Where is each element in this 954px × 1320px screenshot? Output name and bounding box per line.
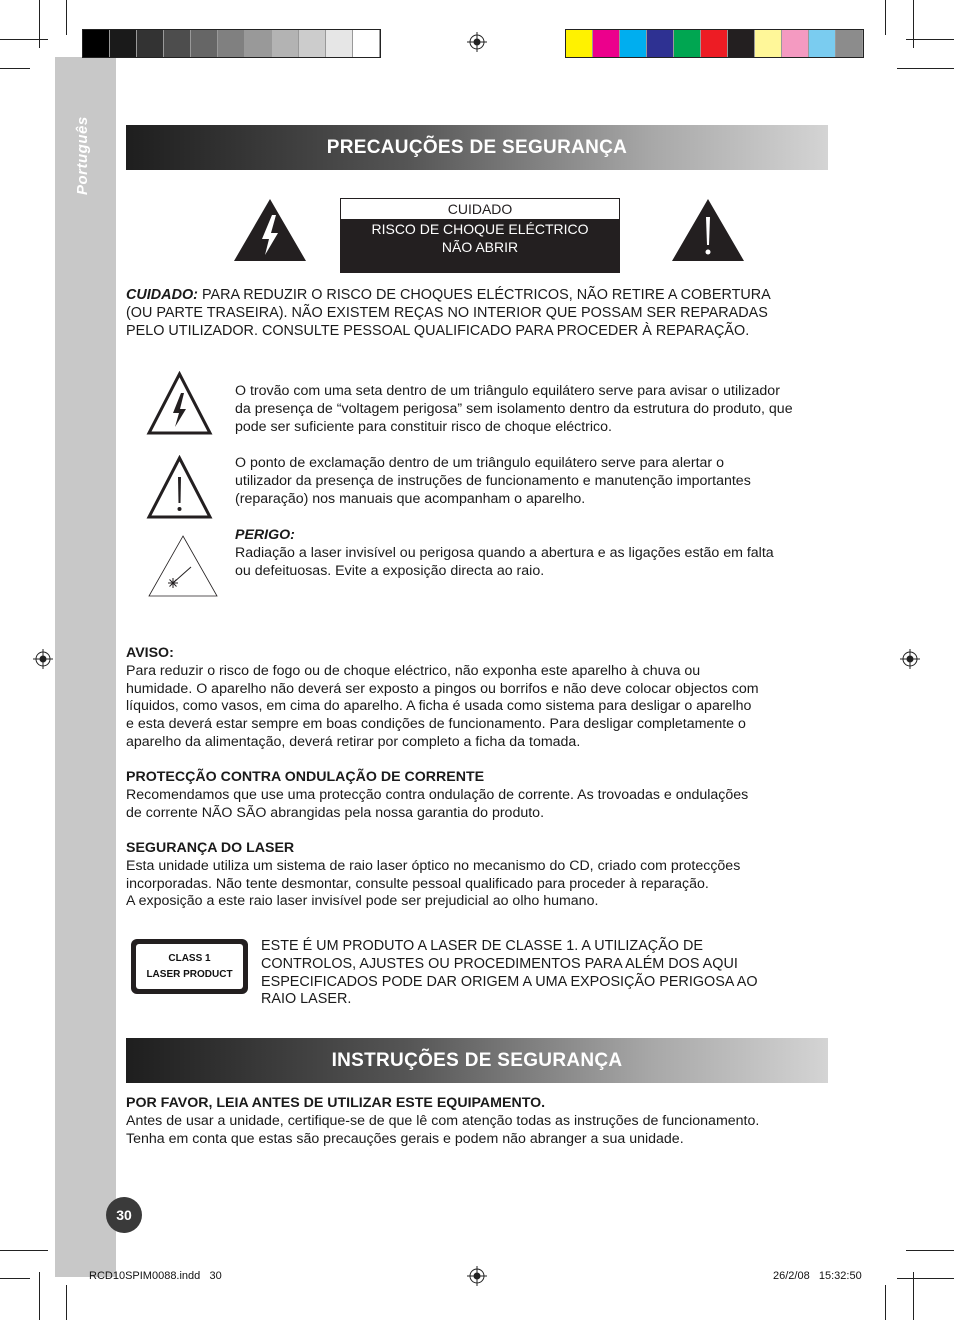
color-swatch	[674, 30, 701, 57]
color-swatch	[836, 30, 863, 57]
color-swatch	[647, 30, 674, 57]
color-swatch	[755, 30, 782, 57]
class1-laser-label: CLASS 1 LASER PRODUCT	[131, 939, 248, 994]
caution-label: CUIDADO:	[126, 287, 198, 303]
caution-title: CUIDADO	[341, 199, 619, 219]
color-swatch	[593, 30, 620, 57]
color-swatch	[299, 30, 326, 57]
section-header-precautions: PRECAUÇÕES DE SEGURANÇA	[126, 125, 828, 170]
laser-safety-title: SEGURANÇA DO LASER	[126, 840, 295, 856]
crop-mark	[897, 1278, 954, 1279]
danger-label: PERIGO:	[235, 527, 295, 543]
language-label: Português	[74, 116, 91, 195]
class1-description: ESTE É UM PRODUTO A LASER DE CLASSE 1. A UTILIZAÇÃO DE CONTROLOS, AJUSTES OU PROCEDIMENTOS PARA ALÉM DOS AQUI ESPECIFICADOS PODE DAR ORIGEM A UMA EXPOSIÇÃO PERIGOSA AO RAIO LASER.	[261, 938, 758, 1008]
registration-mark-icon	[467, 32, 487, 52]
instructions-block: POR FAVOR, LEIA ANTES DE UTILIZAR ESTE EQUIPAMENTO. Antes de usar a unidade, certifique-se de que lê com atenção todas as instruções de funcionamento. Tenha em conta que estas são precauções gerais e podem não abranger a sua unidade.	[126, 1095, 760, 1147]
grayscale-color-bar	[82, 29, 381, 58]
color-swatch	[164, 30, 191, 57]
caution-paragraph: CUIDADO: PARA REDUZIR O RISCO DE CHOQUES ELÉCTRICOS, NÃO RETIRE A COBERTURA (OU PARTE TRASEIRA). NÃO EXISTEM REÇAS NO INTERIOR QUE POSSAM SER REPARADAS PELO UTILIZADOR. CONSULTE PESSOAL QUALIFICADO PARA PROCEDER À REPARAÇÃO.	[126, 287, 771, 339]
aviso-block: AVISO: Para reduzir o risco de fogo ou de choque eléctrico, não exponha este aparelho à chuva ou humidade. O aparelho não deverá ser exposto a pingos ou borrifos e não deve colocar objectos com líquidos, como vasos, em cima do aparelho. A ficha é usada como sistema para desligar o aparelho e esta deverá estar sempre em boas condições de funcionamento. Para desligar completamente o aparelho da alimentação, deverá retirar por completo a ficha da tomada.	[126, 645, 759, 750]
footer-file-info: RCD10SPIM0088.indd 30	[89, 1270, 222, 1282]
crop-mark	[0, 68, 30, 69]
surge-protection-block: PROTECÇÃO CONTRA ONDULAÇÃO DE CORRENTE Recomendamos que use uma protecção contra ondulação de corrente. As trovoadas e ondulações de corrente NÃO SÃO abrangidas pela nossa garantia do produto.	[126, 769, 749, 821]
surge-title: PROTECÇÃO CONTRA ONDULAÇÃO DE CORRENTE	[126, 769, 485, 785]
crop-mark	[0, 1278, 30, 1279]
lightning-description: O trovão com uma seta dentro de um triângulo equilátero serve para avisar o utilizador da presença de “voltagem perigosa” sem isolamento dentro da estrutura do produto, que pode ser suficiente para constituir risco de choque eléctrico.	[235, 383, 793, 435]
laser-description: PERIGO: Radiação a laser invisível ou perigosa quando a abertura e as ligações estão em falta ou defeituosas. Evite a exposição directa ao raio.	[235, 527, 774, 579]
color-swatch	[620, 30, 647, 57]
color-swatch	[218, 30, 245, 57]
electric-shock-warning-icon	[232, 197, 308, 263]
crop-mark	[906, 39, 954, 40]
registration-mark-icon	[33, 649, 53, 669]
side-strip	[55, 57, 116, 1277]
color-swatch	[272, 30, 299, 57]
color-swatch	[245, 30, 272, 57]
color-swatch	[353, 30, 380, 57]
exclamation-warning-icon	[670, 197, 746, 263]
lightning-triangle-icon	[146, 371, 213, 435]
exclamation-triangle-icon	[146, 455, 213, 519]
crop-mark	[66, 0, 67, 35]
crop-mark	[66, 1285, 67, 1320]
caution-line: RISCO DE CHOQUE ELÉCTRICO	[371, 221, 589, 237]
page-number: 30	[106, 1197, 142, 1233]
color-swatch	[83, 30, 110, 57]
color-swatch	[137, 30, 164, 57]
crop-mark	[0, 1250, 48, 1251]
footer-date: 26/2/08 15:32:50	[773, 1270, 862, 1282]
color-swatch	[110, 30, 137, 57]
registration-mark-icon	[467, 1266, 487, 1286]
color-swatch	[701, 30, 728, 57]
crop-mark	[39, 0, 40, 48]
process-color-bar	[565, 29, 864, 58]
section-header-instructions: INSTRUÇÕES DE SEGURANÇA	[126, 1038, 828, 1083]
crop-mark	[913, 1272, 914, 1320]
instructions-title: POR FAVOR, LEIA ANTES DE UTILIZAR ESTE EQUIPAMENTO.	[126, 1095, 546, 1111]
color-swatch	[809, 30, 836, 57]
color-swatch	[326, 30, 353, 57]
crop-mark	[913, 0, 914, 48]
caution-box	[340, 198, 620, 273]
aviso-title: AVISO:	[126, 645, 174, 661]
color-swatch	[566, 30, 593, 57]
crop-mark	[906, 1250, 954, 1251]
registration-mark-icon	[900, 649, 920, 669]
crop-mark	[897, 68, 954, 69]
laser-safety-block: SEGURANÇA DO LASER Esta unidade utiliza um sistema de raio laser óptico no mecanismo do CD, criado com protecções incorporadas. Não tente desmontar, consulte pessoal qualificado para proceder à reparação. A exposição a este raio laser invisível pode ser prejudicial ao olho humano.	[126, 840, 741, 910]
crop-mark	[885, 1285, 886, 1320]
crop-mark	[39, 1272, 40, 1320]
color-swatch	[782, 30, 809, 57]
exclamation-description: O ponto de exclamação dentro de um triângulo equilátero serve para alertar o utilizador da presença de instruções de funcionamento e manutenção importantes (reparação) nos manuais que acompanham o aparelho.	[235, 455, 751, 507]
laser-radiation-icon	[147, 534, 219, 598]
caution-line: NÃO ABRIR	[441, 239, 519, 255]
color-swatch	[191, 30, 218, 57]
color-swatch	[728, 30, 755, 57]
crop-mark	[0, 39, 48, 40]
crop-mark	[885, 0, 886, 35]
